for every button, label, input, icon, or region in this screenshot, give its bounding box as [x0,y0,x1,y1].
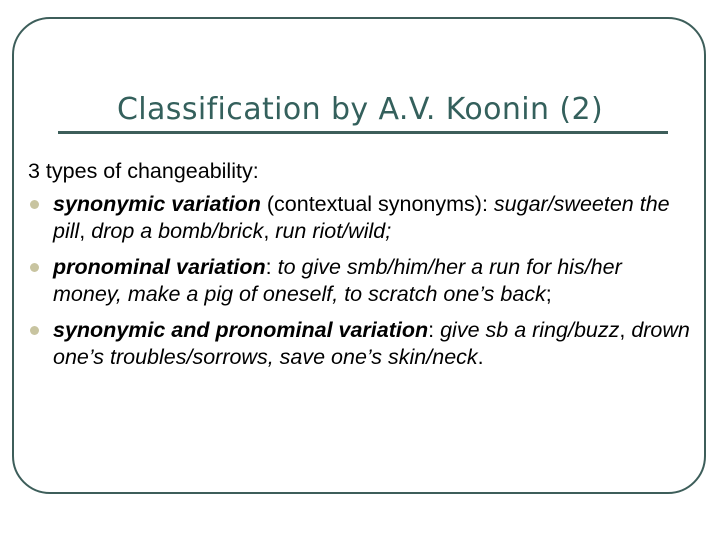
bullet-end: ; [545,282,552,306]
bullet-dot-icon [30,263,39,272]
bullet-example: drown one’s troubles/sorrows, save one’s skin/neck [53,318,690,369]
bullet-dot-icon [30,326,39,335]
bullet-description: (contextual synonyms): [260,192,488,216]
bullet-separator: : [265,255,278,279]
bullet-synonymic-variation [28,191,693,245]
bullet-pronominal-variation [28,254,693,308]
bullet-separator: , [619,318,632,342]
slide-title: Classification by A.V. Koonin (2) [116,92,604,127]
bullet-list [28,191,693,371]
bullet-example: sugar/sweeten the pill [53,192,670,243]
slide-body [28,158,693,380]
bullet-term: synonymic variation [53,192,261,216]
bullet-separator: , [79,219,92,243]
title-underline [58,131,668,134]
bullet-term: pronominal variation [53,255,266,279]
bullet-example: drop a bomb/brick [91,219,264,243]
bullet-separator: : [428,318,441,342]
intro-text: 3 types of changeability: [28,159,259,183]
bullet-dot-icon [30,200,39,209]
bullet-synonymic-and-pronominal-variation [28,317,693,371]
bullet-example: run riot/wild; [275,219,392,243]
bullet-example: give sb a ring/buzz [440,318,620,342]
bullet-term: synonymic and pronominal variation [53,318,429,342]
bullet-separator: , [263,219,276,243]
bullet-example: to give smb/him/her a run for his/her money, make a pig of oneself, to scratch one’s back [53,255,622,306]
bullet-end: . [477,345,484,369]
